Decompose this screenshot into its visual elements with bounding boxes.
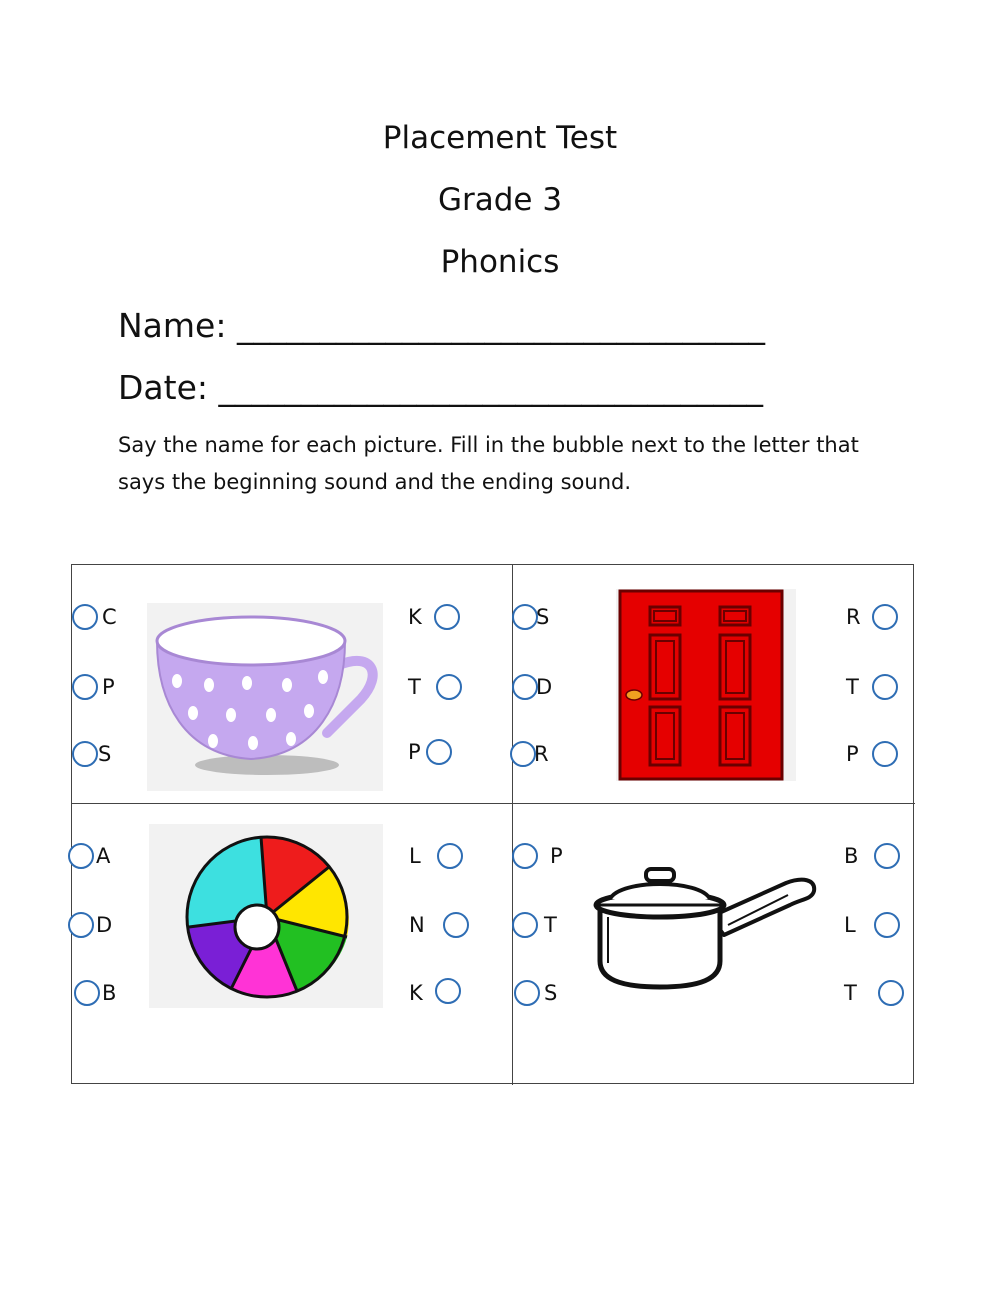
answer-bubble[interactable] [512, 912, 538, 938]
option-letter: T [544, 913, 557, 937]
option-letter: R [846, 605, 861, 629]
option-letter: R [534, 742, 549, 766]
answer-bubble[interactable] [514, 980, 540, 1006]
answer-bubble[interactable] [512, 604, 538, 630]
option-letter: B [102, 981, 117, 1005]
answer-bubble[interactable] [874, 912, 900, 938]
grade-label: Grade 3 [437, 182, 563, 218]
question-pot [512, 803, 915, 1083]
option-letter: P [550, 844, 563, 868]
option-letter: P [846, 742, 859, 766]
option-letter: N [409, 913, 425, 937]
door-icon [616, 589, 796, 781]
instructions: Say the name for each picture. Fill in the bubble next to the letter that says the beginning sound and the ending sound. [118, 433, 859, 494]
option-letter: T [408, 675, 421, 699]
question-door [512, 565, 915, 803]
option-letter: T [846, 675, 859, 699]
answer-bubble[interactable] [436, 674, 462, 700]
question-ball [72, 803, 512, 1083]
option-letter: S [98, 742, 112, 766]
answer-bubble[interactable] [878, 980, 904, 1006]
answer-bubble[interactable] [435, 978, 461, 1004]
answer-bubble[interactable] [434, 604, 460, 630]
option-letter: B [844, 844, 859, 868]
answer-bubble[interactable] [68, 912, 94, 938]
option-letter: C [102, 605, 117, 629]
option-letter: T [844, 981, 857, 1005]
answer-bubble[interactable] [426, 739, 452, 765]
pot-icon [590, 865, 820, 991]
subject-label: Phonics [440, 244, 560, 280]
option-letter: K [409, 981, 423, 1005]
option-letter: A [96, 844, 111, 868]
option-letter: S [536, 605, 550, 629]
answer-bubble[interactable] [443, 912, 469, 938]
answer-bubble[interactable] [72, 741, 98, 767]
option-letter: L [409, 844, 421, 868]
answer-bubble[interactable] [72, 674, 98, 700]
answer-bubble[interactable] [74, 980, 100, 1006]
answer-bubble[interactable] [874, 843, 900, 869]
question-cup [72, 565, 512, 803]
cup-icon [147, 603, 383, 791]
option-letter: L [844, 913, 856, 937]
date-field[interactable]: Date: _________________________________ [118, 368, 763, 407]
answer-grid [71, 564, 914, 1084]
answer-bubble[interactable] [512, 843, 538, 869]
answer-bubble[interactable] [68, 843, 94, 869]
answer-bubble[interactable] [872, 674, 898, 700]
option-letter: P [102, 675, 115, 699]
page-title: Placement Test [382, 120, 618, 156]
answer-bubble[interactable] [72, 604, 98, 630]
ball-icon [149, 824, 383, 1008]
option-letter: D [536, 675, 553, 699]
name-field[interactable]: Name: ________________________________ [118, 306, 765, 345]
answer-bubble[interactable] [510, 741, 536, 767]
answer-bubble[interactable] [437, 843, 463, 869]
answer-bubble[interactable] [872, 741, 898, 767]
option-letter: K [408, 605, 422, 629]
answer-bubble[interactable] [512, 674, 538, 700]
answer-bubble[interactable] [872, 604, 898, 630]
option-letter: P [408, 740, 421, 764]
option-letter: S [544, 981, 558, 1005]
option-letter: D [96, 913, 113, 937]
